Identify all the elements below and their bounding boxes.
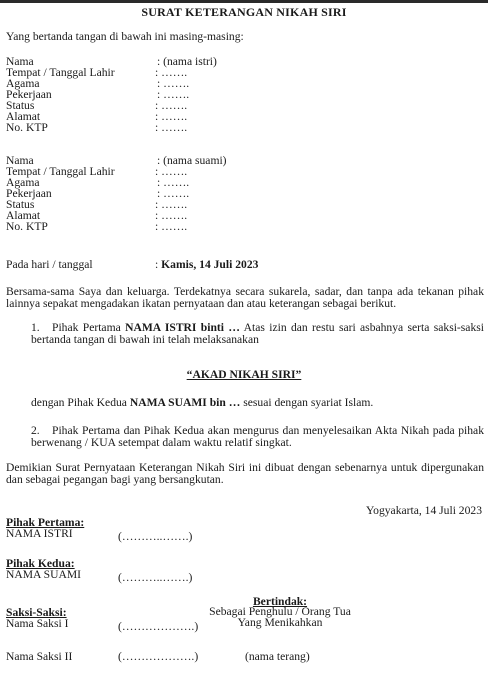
husband-label-nama: Nama [6, 154, 34, 167]
wife-value-ttl: : ……. [155, 66, 188, 79]
item-1-pre: Pihak Pertama [52, 321, 126, 334]
intro-text: Yang bertanda tangan di bawah ini masing-masing: [6, 30, 244, 43]
wife-label-alamat: Alamat [6, 110, 41, 123]
husband-label-agama: Agama [6, 176, 40, 189]
wife-label-ktp: No. KTP [6, 121, 48, 134]
date-label: Pada hari / tanggal [6, 258, 93, 271]
akad-line-bold-name: NAMA SUAMI bin … [129, 396, 241, 409]
pihak-pertama-heading: Pihak Pertama: [6, 516, 85, 529]
husband-value-ttl: : ……. [155, 165, 188, 178]
husband-label-ktp: No. KTP [6, 220, 48, 233]
saksi-heading: Saksi-Saksi: [6, 606, 67, 619]
wife-value-agama: : ……. [157, 77, 190, 90]
item-1-bold-name: NAMA ISTRI binti … [125, 321, 240, 334]
saksi-1-name: Nama Saksi I [6, 617, 69, 630]
place-date: Yogyakarta, 14 Juli 2023 [365, 504, 482, 517]
saksi-2-signature: (……………….) [118, 650, 199, 663]
closing-paragraph: Demikian Surat Pernyataan Keterangan Nikah Siri ini dibuat dengan sebenarnya untuk dipergunakan dan sebagai pegangan bagi yang bersangkutan. [6, 461, 484, 486]
husband-label-ttl: Tempat / Tanggal Lahir [6, 165, 115, 178]
date-colon: : [155, 258, 159, 271]
wife-label-agama: Agama [6, 77, 40, 90]
top-border-line [0, 0, 488, 3]
item-2-number: 2. [31, 424, 40, 437]
husband-value-status: : ……. [155, 198, 188, 211]
bertindak-heading: Bertindak: [252, 595, 308, 608]
husband-value-pekerjaan: : ……. [157, 187, 190, 200]
akad-line-post: sesuai dengan syariat Islam. [240, 396, 374, 409]
item-1-number: 1. [31, 321, 40, 334]
item-1-post: Atas izin dan restu sari asbahnya serta saksi-saksi bertanda tangan di bawah ini telah melaksanakan [31, 321, 484, 346]
wife-label-nama: Nama [6, 55, 34, 68]
wife-value-pekerjaan: : ……. [157, 88, 190, 101]
husband-value-nama: : (nama suami) [157, 154, 227, 167]
pihak-kedua-name: NAMA SUAMI [6, 568, 82, 581]
pihak-pertama-name: NAMA ISTRI [6, 527, 73, 540]
wife-label-status: Status [6, 99, 35, 112]
wife-value-status: : ……. [155, 99, 188, 112]
document-title: SURAT KETERANGAN NIKAH SIRI [141, 5, 347, 19]
akad-line [31, 397, 373, 409]
date-value [155, 259, 258, 271]
pihak-kedua-signature: (………..…….) [118, 571, 193, 584]
bertindak-line-1: Sebagai Penghulu / Orang Tua [209, 605, 351, 618]
wife-value-nama: : (nama istri) [157, 55, 217, 68]
akad-line-pre: dengan Pihak Kedua [31, 396, 130, 409]
item-1-text [31, 322, 484, 346]
wife-label-pekerjaan: Pekerjaan [6, 88, 52, 101]
pihak-pertama-signature: (………..…….) [118, 530, 193, 543]
husband-label-pekerjaan: Pekerjaan [6, 187, 52, 200]
bertindak-name-print: (nama terang) [245, 650, 310, 663]
bertindak-line-2: Yang Menikahkan [237, 616, 323, 629]
pihak-kedua-heading: Pihak Kedua: [6, 557, 75, 570]
husband-label-status: Status [6, 198, 35, 211]
item-2-text: Pihak Pertama dan Pihak Kedua akan mengurus dan menyelesaikan Akta Nikah pada pihak berwenang / KUA setempat dalam waktu relatif singkat. [31, 424, 484, 449]
wife-label-ttl: Tempat / Tanggal Lahir [6, 66, 115, 79]
husband-value-alamat: : ……. [155, 209, 188, 222]
wife-value-alamat: : ……. [155, 110, 188, 123]
paragraph-agreement: Bersama-sama Saya dan keluarga. Terdekatnya secara sukarela, sadar, dan tanpa ada tekanan pihak lainnya sepakat mengadakan ikatan pernyataan dan atau keterangan sebagai berikut. [6, 285, 484, 310]
husband-value-ktp: : ……. [155, 220, 188, 233]
husband-value-agama: : ……. [157, 176, 190, 189]
saksi-1-signature: (……………….) [118, 620, 199, 633]
husband-label-alamat: Alamat [6, 209, 41, 222]
saksi-2-name: Nama Saksi II [6, 650, 73, 663]
date-bold-value: Kamis, 14 Juli 2023 [161, 258, 259, 271]
wife-value-ktp: : ……. [155, 121, 188, 134]
akad-heading: “AKAD NIKAH SIRI” [186, 368, 302, 381]
